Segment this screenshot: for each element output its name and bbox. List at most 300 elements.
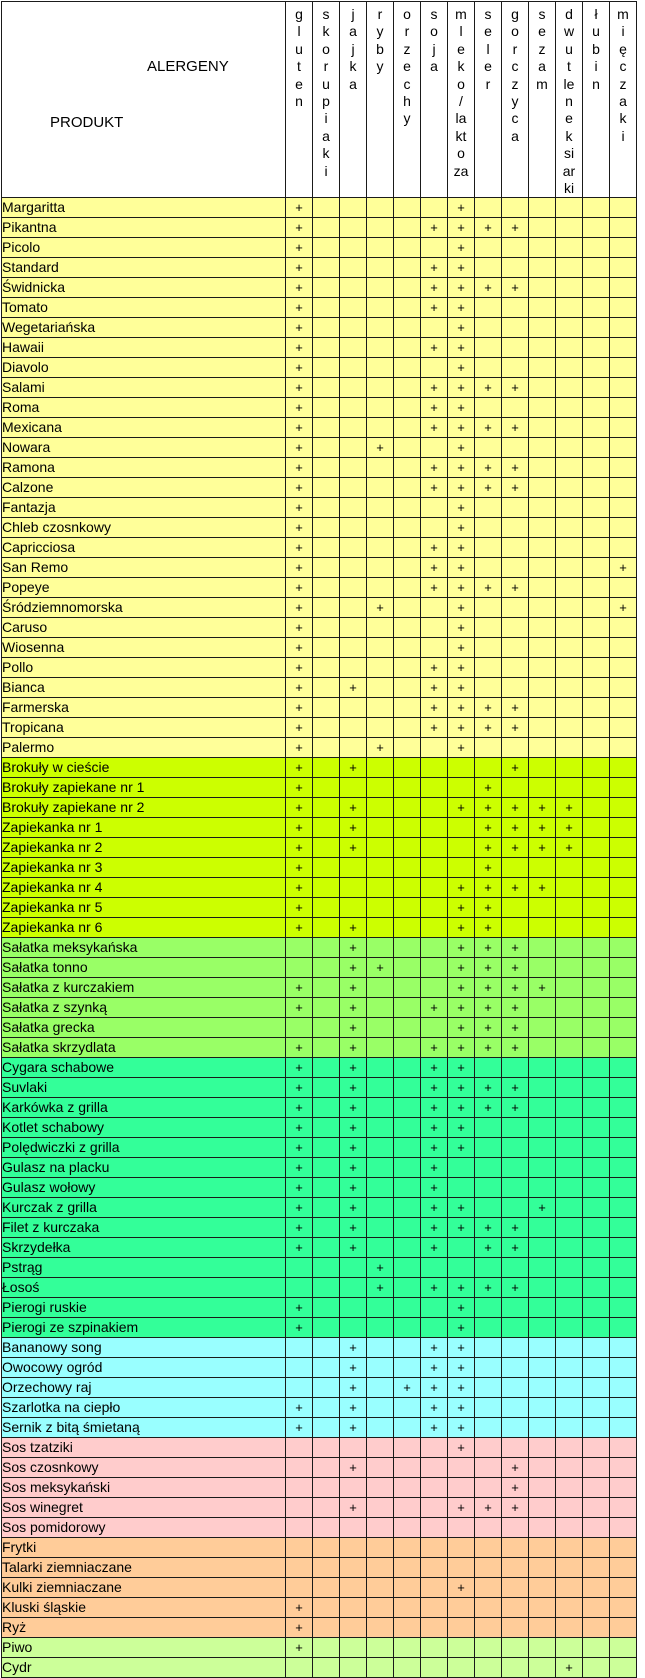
allergen-mark-cell: + — [502, 958, 529, 978]
allergen-empty-cell — [394, 518, 421, 538]
allergen-header-letter: h — [403, 93, 411, 110]
allergen-empty-cell — [340, 298, 367, 318]
allergen-empty-cell — [529, 1318, 556, 1338]
allergen-mark-cell: + — [502, 578, 529, 598]
allergen-empty-cell — [367, 378, 394, 398]
allergen-mark-cell: + — [502, 1218, 529, 1238]
allergen-mark-cell: + — [286, 1238, 313, 1258]
product-name-cell: Palermo — [2, 738, 286, 758]
table-row — [2, 578, 637, 598]
allergen-empty-cell — [529, 298, 556, 318]
allergen-empty-cell — [421, 978, 448, 998]
allergen-empty-cell — [394, 738, 421, 758]
allergen-mark-cell: + — [286, 998, 313, 1018]
allergen-empty-cell — [367, 1058, 394, 1078]
allergen-header-letter: o — [511, 23, 519, 40]
allergen-empty-cell — [448, 1258, 475, 1278]
allergen-empty-cell — [502, 438, 529, 458]
allergen-empty-cell — [313, 1278, 340, 1298]
allergen-mark-cell: + — [286, 918, 313, 938]
product-name-cell: Brokuły zapiekane nr 2 — [2, 798, 286, 818]
table-row — [2, 1558, 637, 1578]
allergen-header-letter: o — [457, 145, 465, 162]
allergen-header-letter: si — [563, 145, 575, 162]
allergen-header-letter: z — [403, 40, 411, 57]
allergen-empty-cell — [340, 1598, 367, 1618]
allergen-empty-cell — [286, 1498, 313, 1518]
allergen-mark-cell: + — [286, 418, 313, 438]
allergen-header-letter: c — [511, 58, 519, 75]
allergen-empty-cell — [340, 538, 367, 558]
table-row — [2, 758, 637, 778]
allergen-empty-cell — [529, 238, 556, 258]
product-name-cell: Piwo — [2, 1638, 286, 1658]
allergen-header-letter: m — [617, 6, 629, 22]
allergen-empty-cell — [610, 1378, 637, 1398]
allergen-mark-cell: + — [286, 1118, 313, 1138]
allergen-mark-cell: + — [502, 978, 529, 998]
allergen-header-letter: j — [351, 40, 355, 57]
product-name-cell: Caruso — [2, 618, 286, 638]
allergen-mark-cell: + — [340, 1238, 367, 1258]
allergen-mark-cell: + — [421, 998, 448, 1018]
allergen-empty-cell — [475, 618, 502, 638]
table-row — [2, 1618, 637, 1638]
allergen-empty-cell — [502, 658, 529, 678]
allergen-header-3 — [367, 2, 394, 198]
allergen-empty-cell — [583, 718, 610, 738]
allergen-header-10 — [556, 2, 583, 198]
allergen-header-letter: o — [430, 23, 438, 40]
allergen-empty-cell — [313, 198, 340, 218]
allergen-mark-cell: + — [502, 1278, 529, 1298]
table-row — [2, 598, 637, 618]
allergen-empty-cell — [421, 1318, 448, 1338]
allergen-empty-cell — [610, 538, 637, 558]
allergen-empty-cell — [313, 1538, 340, 1558]
allergen-empty-cell — [556, 1458, 583, 1478]
table-row — [2, 538, 637, 558]
allergen-empty-cell — [394, 1158, 421, 1178]
allergen-mark-cell: + — [421, 398, 448, 418]
allergen-empty-cell — [394, 958, 421, 978]
allergen-empty-cell — [394, 698, 421, 718]
allergen-empty-cell — [583, 1038, 610, 1058]
allergen-empty-cell — [556, 538, 583, 558]
allergen-empty-cell — [502, 898, 529, 918]
allergen-empty-cell — [367, 1518, 394, 1538]
allergen-empty-cell — [340, 578, 367, 598]
allergen-empty-cell — [556, 1438, 583, 1458]
product-name-cell: Pikantna — [2, 218, 286, 238]
allergen-empty-cell — [583, 418, 610, 438]
allergen-header-letter: n — [565, 93, 573, 110]
allergen-empty-cell — [475, 298, 502, 318]
product-name-cell: Picolo — [2, 238, 286, 258]
allergen-empty-cell — [583, 618, 610, 638]
product-name-cell: Zapiekanka nr 4 — [2, 878, 286, 898]
allergen-mark-cell: + — [367, 598, 394, 618]
table-row — [2, 418, 637, 438]
allergen-empty-cell — [610, 1458, 637, 1478]
allergen-mark-cell: + — [340, 938, 367, 958]
allergen-empty-cell — [583, 1338, 610, 1358]
allergen-empty-cell — [394, 1438, 421, 1458]
allergen-mark-cell: + — [340, 1198, 367, 1218]
table-row — [2, 698, 637, 718]
allergen-empty-cell — [394, 1078, 421, 1098]
allergen-empty-cell — [394, 218, 421, 238]
allergen-mark-cell: + — [421, 1058, 448, 1078]
allergen-empty-cell — [556, 1238, 583, 1258]
allergen-empty-cell — [421, 738, 448, 758]
allergen-mark-cell: + — [448, 958, 475, 978]
allergen-empty-cell — [583, 458, 610, 478]
allergen-header-letter: l — [459, 23, 463, 40]
allergen-header-letter: j — [432, 40, 436, 57]
allergen-empty-cell — [583, 758, 610, 778]
allergen-empty-cell — [394, 1358, 421, 1378]
allergen-header-letter: ę — [619, 40, 627, 57]
allergen-empty-cell — [313, 1638, 340, 1658]
allergen-empty-cell — [610, 658, 637, 678]
allergen-empty-cell — [556, 1098, 583, 1118]
allergen-empty-cell — [313, 1298, 340, 1318]
allergen-empty-cell — [448, 1458, 475, 1478]
allergen-empty-cell — [529, 1278, 556, 1298]
table-row — [2, 1338, 637, 1358]
allergen-empty-cell — [340, 698, 367, 718]
allergen-empty-cell — [340, 278, 367, 298]
allergen-empty-cell — [529, 938, 556, 958]
table-row — [2, 618, 637, 638]
product-name-cell: Zapiekanka nr 2 — [2, 838, 286, 858]
allergen-empty-cell — [394, 258, 421, 278]
allergen-empty-cell — [367, 1158, 394, 1178]
table-row — [2, 378, 637, 398]
allergen-empty-cell — [394, 1298, 421, 1318]
allergen-empty-cell — [529, 198, 556, 218]
allergen-mark-cell: + — [286, 478, 313, 498]
allergen-empty-cell — [502, 1058, 529, 1078]
allergen-mark-cell: + — [421, 1218, 448, 1238]
allergen-empty-cell — [583, 358, 610, 378]
allergen-mark-cell: + — [448, 1078, 475, 1098]
allergen-empty-cell — [529, 1098, 556, 1118]
allergen-empty-cell — [367, 778, 394, 798]
allergen-empty-cell — [394, 558, 421, 578]
product-name-cell: Standard — [2, 258, 286, 278]
product-name-cell: Fantazja — [2, 498, 286, 518]
product-name-cell: Salami — [2, 378, 286, 398]
allergen-mark-cell: + — [556, 1658, 583, 1678]
allergen-header-letter: g — [511, 6, 519, 22]
allergen-empty-cell — [475, 1518, 502, 1538]
allergen-empty-cell — [583, 978, 610, 998]
allergen-header-letter: ł — [594, 6, 598, 22]
allergen-empty-cell — [556, 1378, 583, 1398]
allergen-empty-cell — [448, 1538, 475, 1558]
allergen-empty-cell — [583, 518, 610, 538]
allergen-header-letter: k — [619, 110, 627, 127]
allergen-empty-cell — [556, 598, 583, 618]
product-name-cell: Sos tzatziki — [2, 1438, 286, 1458]
allergen-empty-cell — [529, 1438, 556, 1458]
allergen-empty-cell — [313, 1058, 340, 1078]
allergen-mark-cell: + — [286, 518, 313, 538]
allergen-empty-cell — [583, 1518, 610, 1538]
allergen-mark-cell: + — [340, 1078, 367, 1098]
allergen-empty-cell — [610, 458, 637, 478]
allergen-empty-cell — [367, 1418, 394, 1438]
allergen-empty-cell — [583, 898, 610, 918]
allergen-empty-cell — [313, 938, 340, 958]
allergen-empty-cell — [529, 358, 556, 378]
allergen-header-letter: y — [403, 110, 411, 127]
allergen-header-letter: a — [430, 58, 438, 75]
allergen-empty-cell — [556, 978, 583, 998]
allergen-empty-cell — [502, 498, 529, 518]
allergen-header-letter: k — [322, 145, 330, 162]
allergen-mark-cell: + — [448, 318, 475, 338]
allergen-empty-cell — [502, 858, 529, 878]
allergen-empty-cell — [502, 538, 529, 558]
table-row — [2, 1418, 637, 1438]
allergen-empty-cell — [502, 518, 529, 538]
allergen-empty-cell — [421, 1018, 448, 1038]
allergen-empty-cell — [583, 598, 610, 618]
allergen-empty-cell — [286, 1558, 313, 1578]
allergen-empty-cell — [610, 1518, 637, 1538]
allergen-empty-cell — [367, 458, 394, 478]
allergen-mark-cell: + — [421, 1178, 448, 1198]
allergen-empty-cell — [529, 578, 556, 598]
allergen-header-letter: kt — [455, 127, 467, 144]
allergen-mark-cell: + — [340, 1498, 367, 1518]
allergen-mark-cell: + — [286, 658, 313, 678]
allergen-empty-cell — [313, 998, 340, 1018]
allergen-empty-cell — [367, 1298, 394, 1318]
allergen-empty-cell — [583, 578, 610, 598]
table-row — [2, 1458, 637, 1478]
allergen-mark-cell: + — [502, 818, 529, 838]
allergen-empty-cell — [313, 958, 340, 978]
allergen-empty-cell — [340, 1518, 367, 1538]
allergen-empty-cell — [529, 438, 556, 458]
allergen-empty-cell — [475, 1298, 502, 1318]
allergen-mark-cell: + — [286, 1618, 313, 1638]
allergen-empty-cell — [367, 318, 394, 338]
allergen-empty-cell — [367, 898, 394, 918]
allergen-mark-cell: + — [475, 218, 502, 238]
allergen-empty-cell — [313, 1558, 340, 1578]
allergen-empty-cell — [556, 198, 583, 218]
allergen-empty-cell — [313, 478, 340, 498]
allergen-empty-cell — [583, 1078, 610, 1098]
allergen-empty-cell — [394, 1658, 421, 1678]
product-name-cell: Zapiekanka nr 6 — [2, 918, 286, 938]
allergen-empty-cell — [313, 418, 340, 438]
allergen-empty-cell — [502, 558, 529, 578]
allergen-header-letters — [610, 6, 636, 145]
allergen-empty-cell — [556, 1618, 583, 1638]
allergen-empty-cell — [610, 898, 637, 918]
allergen-empty-cell — [529, 1018, 556, 1038]
allergen-header-letter: g — [295, 6, 303, 22]
allergen-empty-cell — [394, 1558, 421, 1578]
allergen-header-letter: z — [538, 40, 546, 57]
allergen-mark-cell: + — [502, 278, 529, 298]
table-row — [2, 998, 637, 1018]
allergen-empty-cell — [529, 1478, 556, 1498]
allergen-empty-cell — [475, 1398, 502, 1418]
allergen-empty-cell — [502, 1358, 529, 1378]
allergen-empty-cell — [340, 378, 367, 398]
allergen-empty-cell — [394, 1178, 421, 1198]
allergen-empty-cell — [367, 518, 394, 538]
allergen-mark-cell: + — [421, 1038, 448, 1058]
allergen-empty-cell — [367, 1318, 394, 1338]
allergen-mark-cell: + — [448, 438, 475, 458]
allergen-mark-cell: + — [502, 418, 529, 438]
allergen-empty-cell — [475, 1118, 502, 1138]
allergen-empty-cell — [529, 1518, 556, 1538]
allergen-empty-cell — [529, 538, 556, 558]
allergen-empty-cell — [286, 1338, 313, 1358]
allergen-empty-cell — [583, 398, 610, 418]
allergen-mark-cell: + — [286, 778, 313, 798]
allergen-empty-cell — [367, 1218, 394, 1238]
allergen-empty-cell — [475, 1318, 502, 1338]
allergen-empty-cell — [421, 1558, 448, 1578]
allergen-mark-cell: + — [475, 278, 502, 298]
allergen-empty-cell — [421, 438, 448, 458]
allergen-empty-cell — [367, 478, 394, 498]
table-row — [2, 1138, 637, 1158]
table-row — [2, 438, 637, 458]
allergen-empty-cell — [583, 1198, 610, 1218]
allergen-empty-cell — [313, 1178, 340, 1198]
allergen-empty-cell — [340, 1318, 367, 1338]
allergen-empty-cell — [556, 1218, 583, 1238]
allergen-empty-cell — [529, 698, 556, 718]
allergen-empty-cell — [529, 858, 556, 878]
allergen-empty-cell — [610, 298, 637, 318]
table-row — [2, 638, 637, 658]
allergen-empty-cell — [367, 978, 394, 998]
allergen-mark-cell: + — [421, 558, 448, 578]
allergen-header-letter: s — [430, 6, 438, 22]
product-name-cell: Tropicana — [2, 718, 286, 738]
allergen-empty-cell — [583, 1458, 610, 1478]
table-row — [2, 1178, 637, 1198]
allergen-empty-cell — [475, 198, 502, 218]
allergen-empty-cell — [583, 878, 610, 898]
allergen-empty-cell — [556, 1558, 583, 1578]
allergen-empty-cell — [394, 998, 421, 1018]
allergen-empty-cell — [529, 1058, 556, 1078]
allergen-empty-cell — [394, 1318, 421, 1338]
allergen-empty-cell — [394, 338, 421, 358]
allergen-header-letter: w — [563, 23, 575, 40]
product-name-cell: Szarlotka na ciepło — [2, 1398, 286, 1418]
allergen-empty-cell — [421, 1298, 448, 1318]
allergen-header-11 — [583, 2, 610, 198]
product-name-cell: Frytki — [2, 1538, 286, 1558]
allergen-empty-cell — [610, 638, 637, 658]
allergen-empty-cell — [475, 1358, 502, 1378]
allergen-empty-cell — [340, 1278, 367, 1298]
allergen-header-letter: e — [295, 75, 303, 92]
allergen-header-letter: n — [295, 93, 303, 110]
allergen-header-letter: la — [455, 110, 467, 127]
allergen-empty-cell — [340, 1438, 367, 1458]
allergen-empty-cell — [313, 1258, 340, 1278]
allergen-empty-cell — [313, 1218, 340, 1238]
allergen-empty-cell — [313, 1358, 340, 1378]
allergen-mark-cell: + — [340, 1178, 367, 1198]
table-row — [2, 458, 637, 478]
allergen-header-letter: p — [322, 93, 330, 110]
allergen-empty-cell — [529, 1258, 556, 1278]
allergen-empty-cell — [529, 258, 556, 278]
allergen-mark-cell: + — [448, 1058, 475, 1078]
allergen-empty-cell — [583, 958, 610, 978]
allergen-header-letter: r — [377, 6, 383, 22]
allergen-empty-cell — [529, 1598, 556, 1618]
allergen-mark-cell: + — [286, 538, 313, 558]
table-row — [2, 318, 637, 338]
allergen-empty-cell — [394, 618, 421, 638]
allergen-empty-cell — [340, 598, 367, 618]
allergen-header-letter: t — [567, 58, 571, 75]
allergen-empty-cell — [475, 1458, 502, 1478]
allergen-empty-cell — [394, 638, 421, 658]
allergen-empty-cell — [313, 318, 340, 338]
allergen-empty-cell — [583, 1058, 610, 1078]
allergen-empty-cell — [286, 1378, 313, 1398]
allergen-empty-cell — [610, 518, 637, 538]
allergen-header-letter: i — [594, 58, 598, 75]
product-name-cell: Cydr — [2, 1658, 286, 1678]
allergen-empty-cell — [583, 638, 610, 658]
allergen-mark-cell: + — [286, 818, 313, 838]
allergen-empty-cell — [556, 278, 583, 298]
allergen-empty-cell — [610, 798, 637, 818]
allergen-empty-cell — [556, 298, 583, 318]
allergen-empty-cell — [556, 498, 583, 518]
allergen-mark-cell: + — [286, 298, 313, 318]
allergen-mark-cell: + — [340, 1358, 367, 1378]
table-row — [2, 338, 637, 358]
allergen-mark-cell: + — [529, 978, 556, 998]
allergen-empty-cell — [583, 998, 610, 1018]
allergen-mark-cell: + — [340, 918, 367, 938]
allergen-empty-cell — [529, 1458, 556, 1478]
allergen-empty-cell — [313, 1118, 340, 1138]
table-row — [2, 1318, 637, 1338]
allergen-empty-cell — [583, 1578, 610, 1598]
allergen-empty-cell — [448, 838, 475, 858]
allergen-empty-cell — [475, 1598, 502, 1618]
allergen-empty-cell — [313, 578, 340, 598]
allergen-mark-cell: + — [421, 1158, 448, 1178]
allergen-mark-cell: + — [502, 758, 529, 778]
allergen-empty-cell — [313, 978, 340, 998]
allergen-mark-cell: + — [286, 558, 313, 578]
allergen-empty-cell — [556, 1518, 583, 1538]
allergen-empty-cell — [583, 858, 610, 878]
